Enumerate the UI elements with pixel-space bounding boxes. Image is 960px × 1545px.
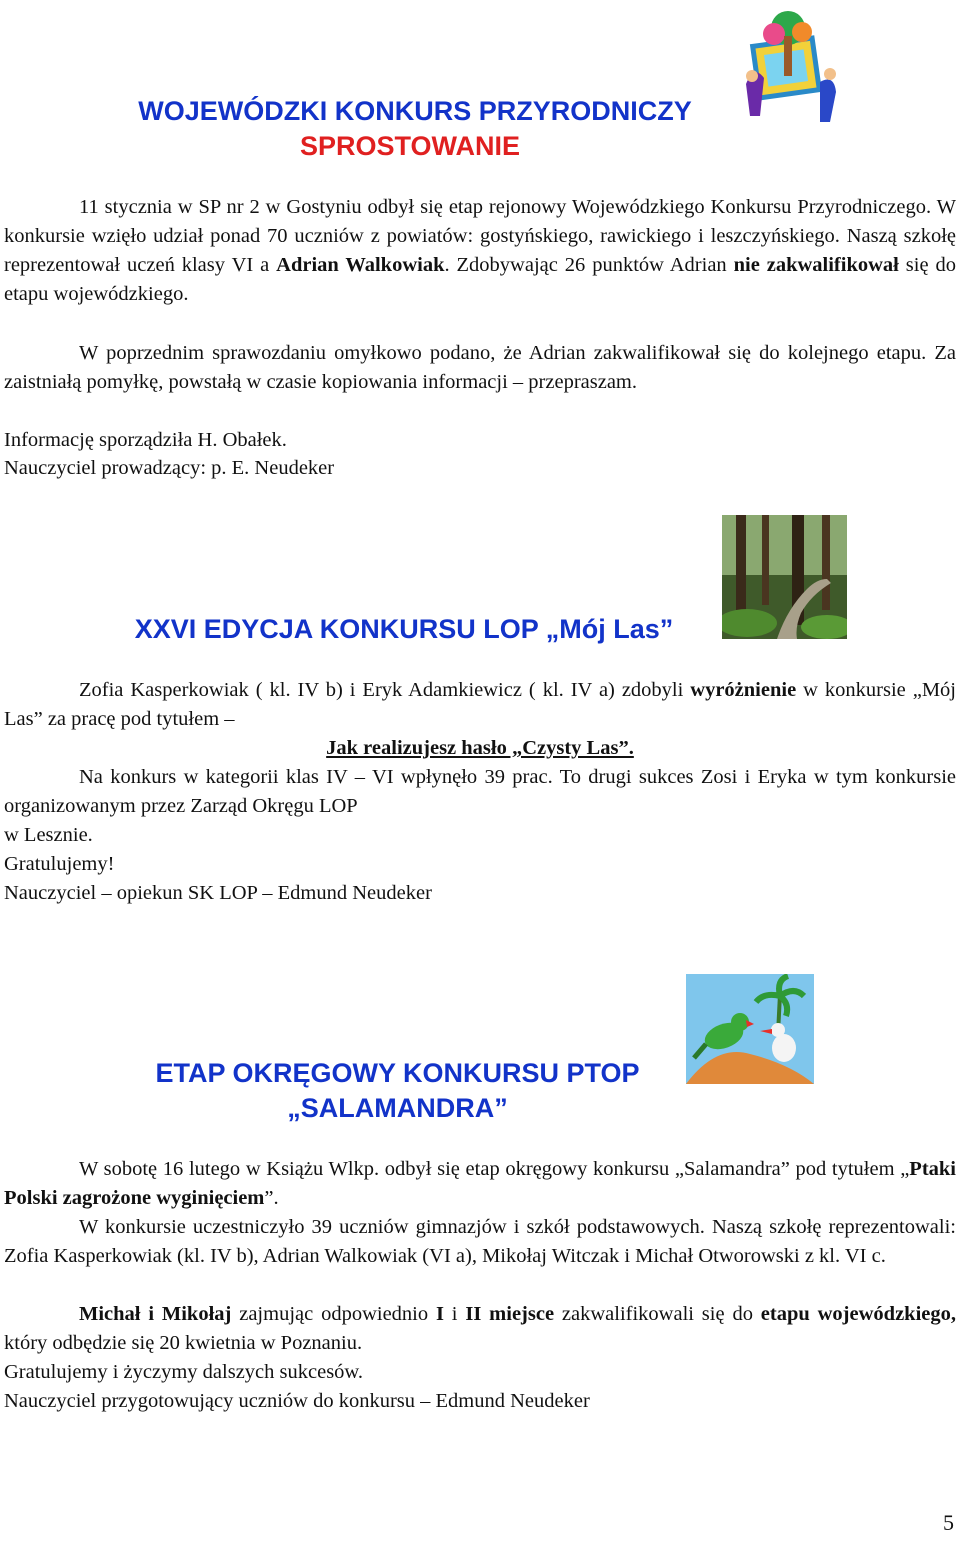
section1-paragraph-2: W poprzednim sprawozdaniu omyłkowo podano, że Adrian zakwalifikował się do kolejnego etapu. Za zaistniałą pomyłkę, powstałą w czasie kopiowania informacji – przepraszam. [4,342,956,393]
section2-paragraph-2: Na konkurs w kategorii klas IV – VI wpłynęło 39 prac. To drugi sukces Zosi i Eryka w tym konkursie organizowanym przez Zarząd Okręgu LOP [4,766,956,817]
section1-teacher: Nauczyciel prowadzący: p. E. Neudeker [4,457,335,479]
page-number: 5 [943,1510,954,1535]
section2-paragraph-1: Zofia Kasperkowiak ( kl. IV b) i Eryk Adamkiewicz ( kl. IV a) zdobyli wyróżnienie w konkursie „Mój Las” za pracę pod tytułem – [4,679,956,730]
section2-title: XXVI EDYCJA KONKURSU LOP „Mój Las” [134,614,674,644]
section1-paragraph-1: 11 stycznia w SP nr 2 w Gostyniu odbył się etap rejonowy Wojewódzkiego Konkursu Przyrodniczego. W konkursie wzięło udział ponad 70 uczniów z powiatów: gostyńskiego, rawickiego i leszczyńskiego. Naszą szkołę reprezentował uczeń klasy VI a Adrian Walkowiak. Zdobywając 26 punktów Adrian nie zakwalifikował się do etapu wojewódzkiego. [4,196,956,305]
section3-congrats: Gratulujemy i życzymy dalszych sukcesów. [4,1361,364,1383]
forest-path-photo [722,515,847,639]
section1-author-note: Informację sporządziła H. Obałek. [4,429,287,451]
section2-work-title: Jak realizujesz hasło „Czysty Las”. [326,737,634,759]
section2-congrats: Gratulujemy! [4,853,115,875]
section2-teacher: Nauczyciel – opiekun SK LOP – Edmund Neudeker [4,882,432,904]
section1-subtitle: SPROSTOWANIE [299,131,521,161]
section3-paragraph-2: W konkursie uczestniczyło 39 uczniów gimnazjów i szkół podstawowych. Naszą szkołę reprezentowali: Zofia Kasperkowiak (kl. IV b), Adrian Walkowiak (VI a), Mikołaj Witczak i Michał Otworowski z kl. VI c. [4,1216,956,1267]
section3-title-line2: „SALAMANDRA” [287,1093,508,1123]
tree-logo-illustration [740,4,845,126]
section3-paragraph-1: W sobotę 16 lutego w Książu Wlkp. odbył się etap okręgowy konkursu „Salamandra” pod tytułem „Ptaki Polski zagrożone wyginięciem”. [4,1158,956,1209]
birds-clipart [686,974,814,1084]
section2-paragraph-2-end: w Lesznie. [4,824,93,846]
section3-paragraph-3: Michał i Mikołaj zajmując odpowiednio I i II miejsce zakwalifikowali się do etapu wojewódzkiego, który odbędzie się 20 kwietnia w Poznaniu. [4,1303,956,1354]
section3-teacher: Nauczyciel przygotowujący uczniów do konkursu – Edmund Neudeker [4,1390,590,1412]
section1-title: WOJEWÓDZKI KONKURS PRZYRODNICZY [138,96,692,126]
section3-title-line1: ETAP OKRĘGOWY KONKURSU PTOP [155,1058,640,1088]
